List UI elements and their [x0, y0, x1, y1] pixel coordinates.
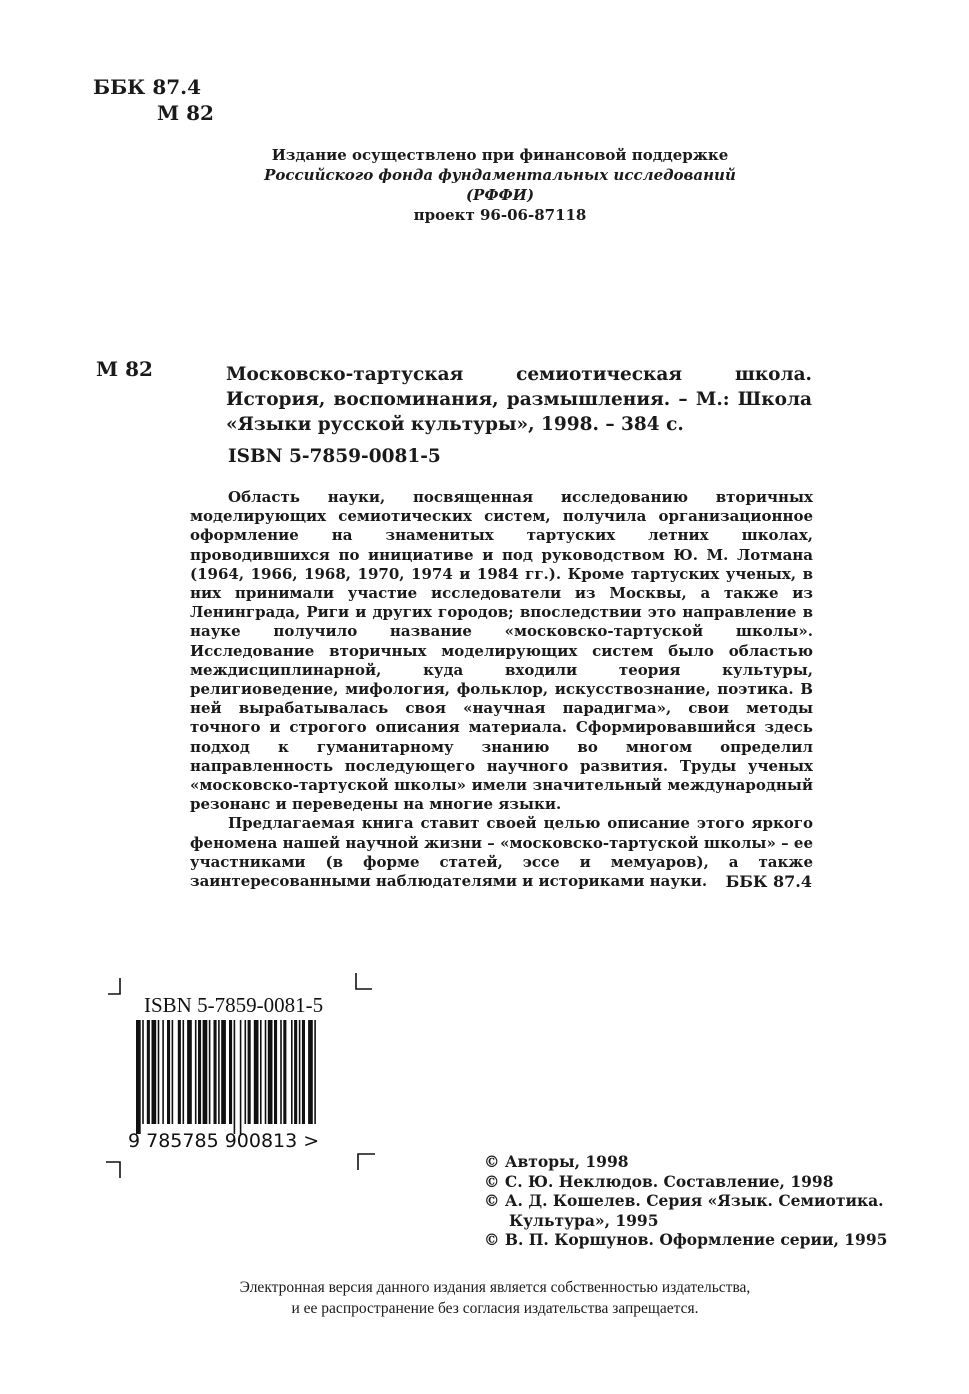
- barcode-bar: [198, 1020, 201, 1124]
- notice-line: Электронная версия данного издания является собственностью издательства,: [239, 1279, 751, 1296]
- notice-line: и ее распространение без согласия издательства запрещается.: [291, 1300, 699, 1317]
- barcode-bar: [265, 1020, 267, 1124]
- barcode-bar: [280, 1020, 282, 1124]
- bbk-index: ББК 87.4: [93, 75, 202, 99]
- barcode-bar: [214, 1020, 217, 1124]
- barcode-bar: [234, 1020, 236, 1134]
- barcode-bar: [142, 1020, 144, 1124]
- funding-foundation: Российского фонда фундаментальных исследований: [264, 166, 736, 184]
- barcode-bar: [314, 1020, 316, 1124]
- copyright-line: Культура», 1995: [509, 1210, 659, 1230]
- barcode-bars: [136, 1020, 316, 1134]
- barcode-digits: 9 785785 900813 >: [128, 1130, 320, 1152]
- funding-abbreviation: (РФФИ): [465, 186, 535, 204]
- electronic-edition-notice: [150, 1277, 840, 1319]
- barcode-bar: [136, 1020, 141, 1134]
- crop-mark: [358, 1154, 375, 1170]
- crop-mark: [356, 973, 372, 989]
- barcode-isbn-text: ISBN 5-7859-0081-5: [144, 993, 324, 1017]
- barcode-bar: [221, 1020, 226, 1124]
- crop-mark: [106, 1162, 120, 1178]
- barcode-bar: [308, 1020, 313, 1124]
- barcode-bar: [209, 1020, 211, 1124]
- copyright-line: © В. П. Коршунов. Оформление серии, 1995: [484, 1230, 888, 1250]
- barcode-bar: [162, 1020, 164, 1124]
- barcode-bar: [203, 1020, 208, 1124]
- funding-notice: [160, 145, 840, 225]
- barcode-bar: [147, 1020, 150, 1124]
- bbk-classification: [93, 74, 214, 126]
- barcode-bar: [229, 1020, 232, 1124]
- author-mark: М 82: [157, 101, 214, 125]
- barcode-bar: [187, 1020, 192, 1124]
- annotation: [190, 488, 813, 891]
- copyright-line: © С. Ю. Неклюдов. Составление, 1998: [484, 1171, 834, 1191]
- funding-project: проект 96-06-87118: [413, 206, 587, 224]
- copyright-line: © А. Д. Кошелев. Серия «Язык. Семиотика.: [484, 1191, 884, 1211]
- barcode-bar: [254, 1020, 259, 1124]
- barcode-bar: [299, 1020, 301, 1124]
- barcode-bar: [158, 1020, 160, 1124]
- catalog-code: М 82: [96, 357, 153, 381]
- barcode-bar: [240, 1020, 242, 1134]
- annotation-paragraph: Предлагаемая книга ставит своей целью описание этого яркого феномена нашей научной жизни – «московско-тартуской школы» – ее участниками (в форме статей, эссе и мемуаров), а также заинтересованными наблюдателями и историками науки.: [190, 814, 813, 891]
- barcode-bar: [195, 1020, 197, 1124]
- barcode-bar: [283, 1020, 286, 1124]
- barcode-bar: [183, 1020, 185, 1124]
- crop-mark: [108, 978, 120, 994]
- copyright-block: [484, 1152, 888, 1250]
- funding-line: Издание осуществлено при финансовой поддержке: [271, 146, 729, 164]
- isbn-barcode: [100, 968, 390, 1178]
- barcode-bar: [274, 1020, 277, 1124]
- barcode-bar: [268, 1020, 273, 1124]
- barcode-bar: [302, 1020, 305, 1124]
- isbn: ISBN 5-7859-0081-5: [228, 446, 441, 467]
- copyright-line: © Авторы, 1998: [484, 1152, 629, 1171]
- barcode-bar: [172, 1020, 174, 1124]
- bbk-bottom: ББК 87.4: [725, 872, 812, 891]
- barcode-bar: [260, 1020, 262, 1124]
- barcode-bar: [178, 1020, 181, 1124]
- barcode-bar: [152, 1020, 157, 1124]
- barcode-bar: [291, 1020, 293, 1124]
- barcode-bar: [294, 1020, 297, 1124]
- barcode-bar: [248, 1020, 251, 1124]
- barcode-bar: [245, 1020, 247, 1124]
- bibliographic-reference: Московско-тартуская семиотическая школа. История, воспоминания, размышления. – М.: Школа «Языки русской культуры», 1998. – 384 с.: [226, 364, 812, 435]
- barcode-bar: [167, 1020, 170, 1124]
- barcode-bar: [218, 1020, 220, 1124]
- annotation-paragraph: Область науки, посвященная исследованию вторичных моделирующих семиотических систем, получила организационное оформление на знаменитых тартуских летних школах, проводившихся по инициативе и под руководством Ю. М. Лотмана (1964, 1966, 1968, 1970, 1974 и 1984 гг.). Кроме тартуских ученых, в них принимали участие исследователи из Москвы, а также из Ленинграда, Риги и других городов; впоследствии это направление в науке получило название «московско-тартуской школы». Исследование вторичных моделирующих систем было областью междисциплинарной, куда входили теория культуры, религиоведение, мифология, фольклор, искусствознание, поэтика. В ней вырабатывалась своя «научная парадигма», свои методы точного и строгого описания материала. Сформировавшийся здесь подход к гуманитарному знанию во многом определил направленность последующего научного развития. Труды ученых «московско-тартуской школы» имели значительный международный резонанс и переведены на многие языки.: [190, 488, 813, 814]
